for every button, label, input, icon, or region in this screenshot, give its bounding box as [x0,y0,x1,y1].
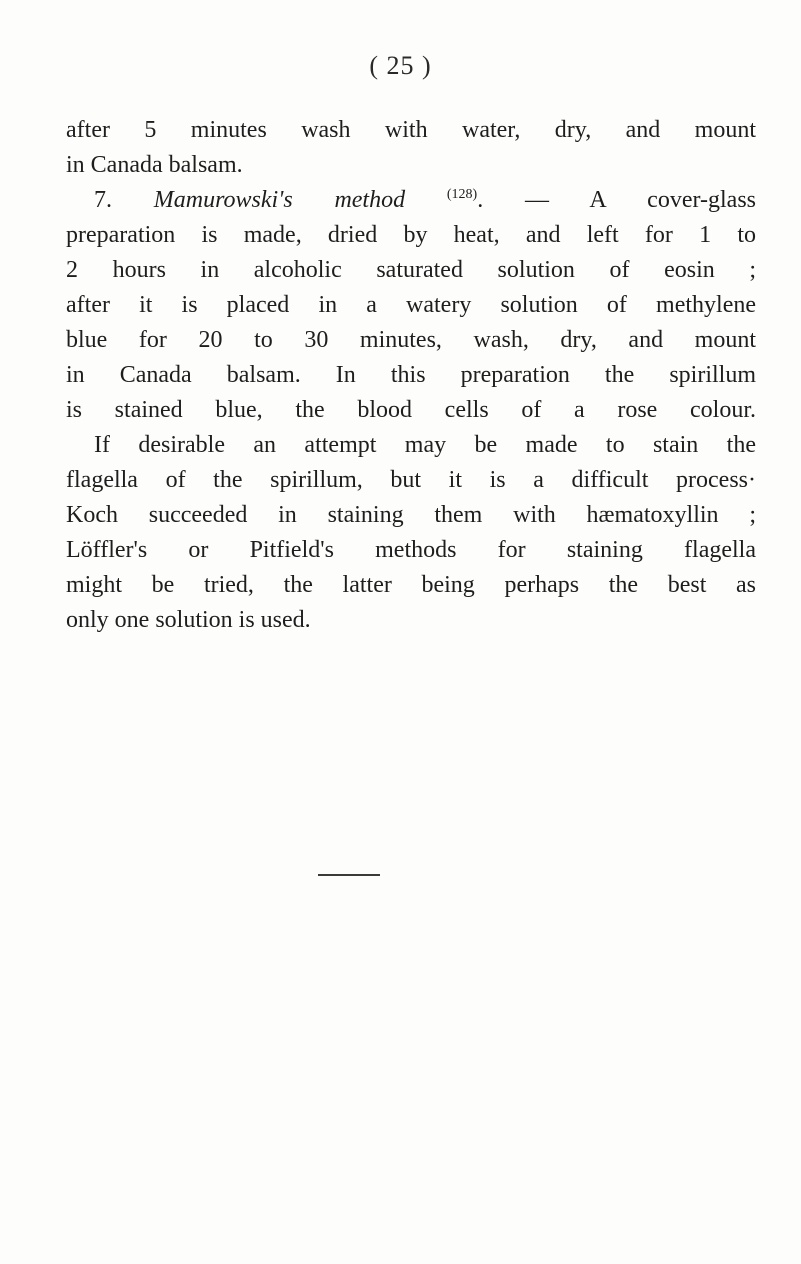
method-number: 7. [94,187,112,213]
text-line: only one solution is used. [66,607,311,633]
text-line: in Canada balsam. [66,152,243,178]
body-text [66,113,756,638]
text-line: Koch succeeded in staining them with hæmatoxyllin ; [66,502,756,528]
text-line: in Canada balsam. In this preparation the spirillum [66,362,756,388]
section-divider [318,874,380,876]
text-line: 2 hours in alcoholic saturated solution of eosin ; [66,257,756,283]
text-line: If desirable an attempt may be made to stain the [94,432,756,458]
text-line: is stained blue, the blood cells of a rose colour. [66,397,756,423]
method-title: Mamurowski's method [153,187,406,213]
text-line: after it is placed in a watery solution of methylene [66,292,756,318]
reference-superscript: (128) [446,187,478,202]
text-line: preparation is made, dried by heat, and left for 1 to [66,222,756,248]
text-line: blue for 20 to 30 minutes, wash, dry, and mount [66,327,756,353]
method-heading-line [66,183,756,218]
text-line: after 5 minutes wash with water, dry, and mount [66,117,756,143]
text-line: might be tried, the latter being perhaps the best as [66,572,756,598]
text-line: Löffler's or Pitfield's methods for staining flagella [66,537,756,563]
method-heading-rest: . — A cover-glass [477,187,756,213]
page-number: ( 25 ) [369,51,432,80]
text-line: flagella of the spirillum, but it is a difficult process· [66,467,756,493]
